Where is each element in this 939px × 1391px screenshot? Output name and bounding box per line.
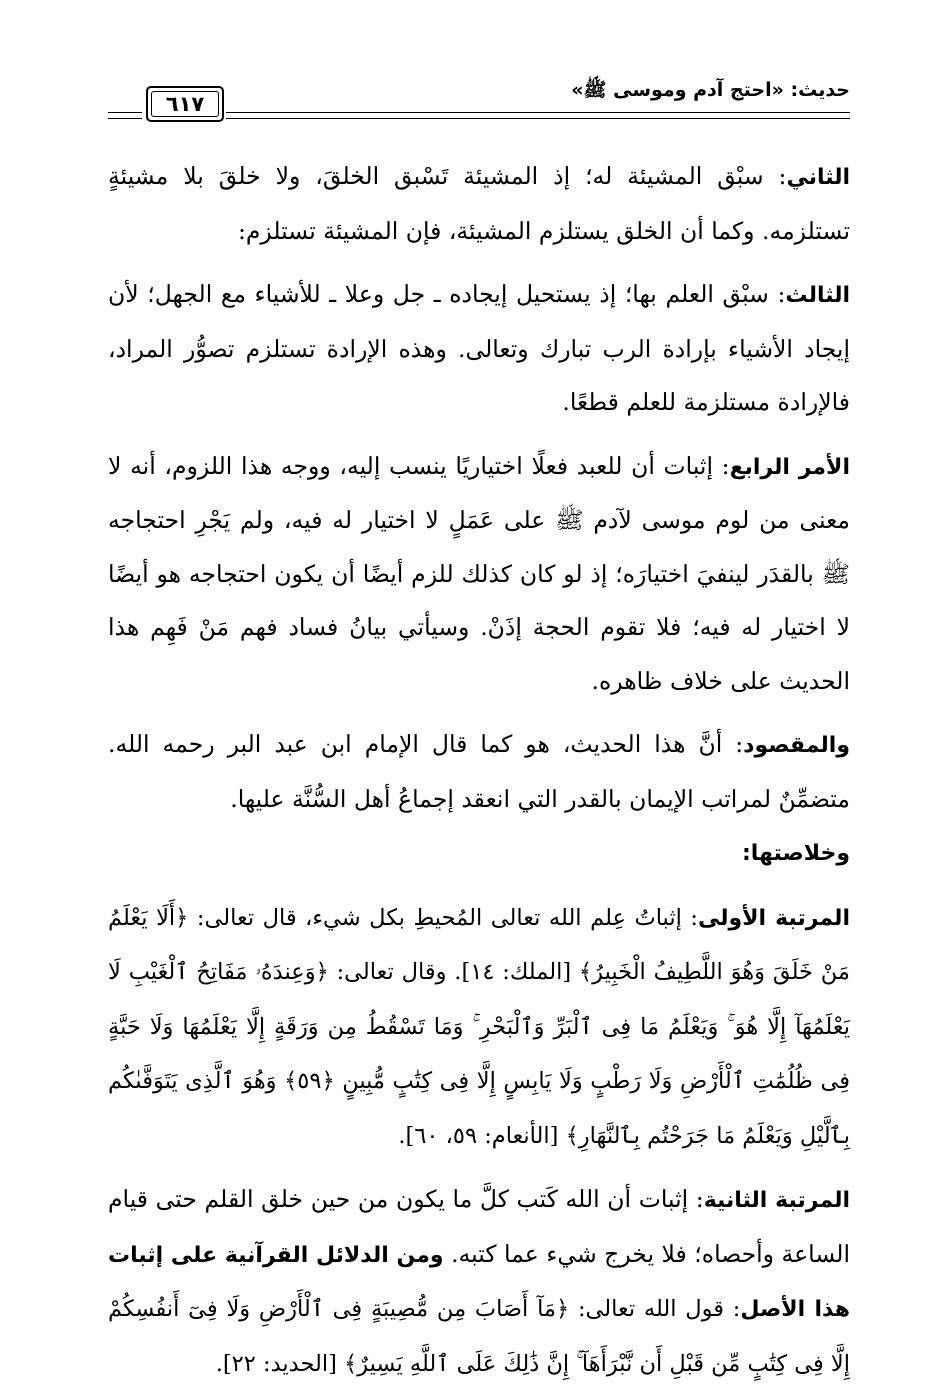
header-double-rule-short xyxy=(108,112,142,119)
header-double-rule xyxy=(226,112,850,119)
paragraph-label: المرتبة الثانية xyxy=(703,1188,850,1213)
paragraph-text: : سبْق المشيئة له؛ إذ المشيئة تَسْبق الخلقَ، ولا خلقَ بلا مشيئةٍ تستلزمه. وكما أن الخلق يستلزم المشيئة، فإن المشيئة تستلزم: xyxy=(108,162,850,245)
page-body xyxy=(108,150,850,1391)
running-title: حديث: «احتج آدم وموسى ﷺ» xyxy=(571,79,850,101)
paragraph-label: وخلاصتها: xyxy=(741,841,850,866)
paragraph-text: : إثباتُ عِلم الله تعالى المُحيطِ بكل شيء، قال تعالى: ﴿أَلَا يَعْلَمُ مَنْ خَلَقَ وَهُوَ اللَّطِيفُ الْخَبِيرُ﴾ [الملك: ١٤]. وقال تعالى: ﴿وَعِندَهُۥ مَفَاتِحُ ٱلْغَيْبِ لَا يَعْلَمُهَآ إِلَّا هُوَ ۚ وَيَعْلَمُ مَا فِى ٱلْبَرِّ وَٱلْبَحْرِ ۚ وَمَا تَسْقُطُ مِن وَرَقَةٍ إِلَّا يَعْلَمُهَا وَلَا حَبَّةٍ فِى ظُلُمَٰتِ ٱلْأَرْضِ وَلَا رَطْبٍ وَلَا يَابِسٍ إِلَّا فِى كِتَٰبٍ مُّبِينٍ ﴿٥٩﴾ وَهُوَ ٱلَّذِى يَتَوَفَّىٰكُم بِٱلَّيْلِ وَيَعْلَمُ مَا جَرَحْتُم بِٱلنَّهَارِ﴾ [الأنعام: ٥٩، ٦٠]. xyxy=(108,904,850,1149)
paragraph-text: : سبْق العلم بها؛ إذ يستحيل إيجاده ـ جل وعلا ـ للأشياء مع الجهل؛ لأن إيجاد الأشياء بإرادة الرب تبارك وتعالى. وهذه الإرادة تستلزم تصوُّر المراد، فالإرادة مستلزمة للعلم قطعًا. xyxy=(108,280,850,416)
paragraph-label: ومن الدلائل القرآنية على إثبات هذا الأصل xyxy=(108,1242,850,1322)
paragraph-text: : قول الله تعالى: ﴿مَآ أَصَابَ مِن مُّصِيبَةٍ فِى ٱلْأَرْضِ وَلَا فِىٓ أَنفُسِكُمْ إِلَّا فِى كِتَٰبٍ مِّن قَبْلِ أَن نَّبْرَأَهَآ ۚ إِنَّ ذَٰلِكَ عَلَى ٱللَّهِ يَسِيرٌ﴾ [الحديد: ٢٢]. xyxy=(108,1296,850,1377)
page-header xyxy=(108,72,850,130)
paragraph-label: الأمر الرابع xyxy=(729,454,850,480)
paragraph-second-rank xyxy=(108,1173,850,1391)
paragraph-third xyxy=(108,268,850,430)
paragraph-fourth-matter xyxy=(108,440,850,709)
paragraph-label: الثالث xyxy=(785,283,850,308)
paragraph-text: : أنَّ هذا الحديث، هو كما قال الإمام ابن عبد البر رحمه الله. متضمِّنٌ لمراتب الإيمان بالقدر التي انعقد إجماعُ أهل السُّنَّة عليها. xyxy=(108,730,850,813)
paragraph-text: : إثبات أن الله كَتب كلَّ ما يكون من حين خلق القلم حتى قيام الساعة وأحصاه؛ فلا يخرج شيء عما كتبه. xyxy=(108,1185,850,1268)
page-number: ٦١٧ xyxy=(165,92,205,116)
page-number-box xyxy=(146,86,224,122)
paragraph-label: الثاني xyxy=(786,165,850,190)
paragraph-first-rank xyxy=(108,891,850,1164)
paragraph-text: : إثبات أن للعبد فعلًا اختياريًا ينسب إليه، ووجه هذا اللزوم، أنه لا معنى من لوم موسى لآدم ﷺ على عَمَلٍ لا اختيار له فيه، ولم يَجْرِ احتجاجه ﷺ بالقدَر لينفيَ اختيارَه؛ إذ لو كان كذلك للزم أيضًا أن يكون احتجاجه هو أيضًا لا اختيار له فيه؛ فلا تقوم الحجة إذَنْ. وسيأتي بيانُ فساد فهم مَنْ فَهِم هذا الحديث على خلاف ظاهره. xyxy=(108,451,850,695)
paragraph-label: والمقصود xyxy=(743,733,850,758)
paragraph-summary-heading xyxy=(108,826,850,881)
paragraph-label: المرتبة الأولى xyxy=(697,905,850,931)
paragraph-second xyxy=(108,150,850,258)
paragraph-intent xyxy=(108,718,850,826)
